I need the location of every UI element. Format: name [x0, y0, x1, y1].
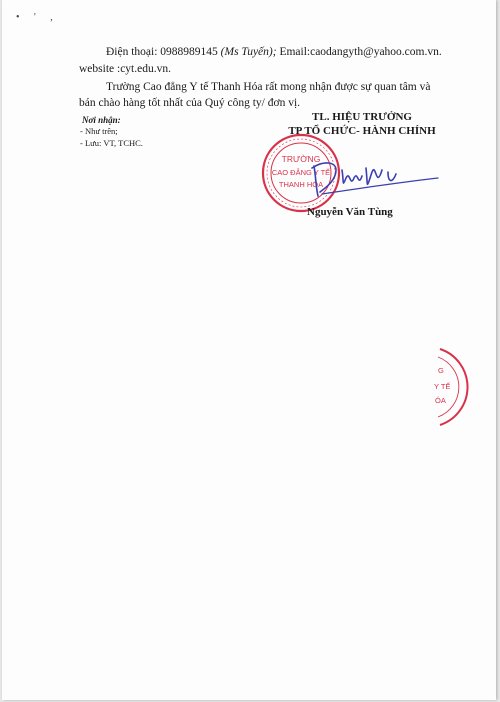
- scan-marks: • ' ,: [16, 12, 59, 23]
- signer-name: Nguyễn Văn Tùng: [307, 206, 393, 218]
- document-page: [2, 0, 496, 700]
- seal-text-3: THANH HÓA: [278, 180, 324, 189]
- partial-seal-text-3: ÓA: [435, 396, 446, 405]
- contact-email: Email:caodangyth@yahoo.com.vn.: [276, 46, 442, 58]
- partial-seal-text-2: Y TẾ: [434, 382, 451, 391]
- body-line-2: bán chào hàng tốt nhất của Quý công ty/ đơn vị.: [79, 97, 301, 109]
- seal-text-1: TRƯỜNG: [281, 154, 321, 164]
- partial-seal-text-1: G: [438, 366, 444, 375]
- recipients-title: Nơi nhận:: [82, 115, 121, 125]
- phone-person: (Ms Tuyến);: [220, 46, 277, 58]
- signature-title: TL. HIỆU TRƯỞNG: [312, 111, 412, 123]
- seal-text-2: CAO ĐẲNG Y TẾ: [271, 168, 331, 177]
- contact-phone-line: [106, 46, 442, 58]
- phone-number: Điện thoại: 0988989145: [106, 46, 221, 58]
- partial-seal: [426, 343, 496, 431]
- recipient-item: - Lưu: VT, TCHC.: [80, 138, 143, 148]
- recipient-item: - Như trên;: [80, 126, 118, 136]
- body-line-1: Trường Cao đẳng Y tế Thanh Hóa rất mong nhận được sự quan tâm và: [106, 81, 431, 93]
- contact-website: website :cyt.edu.vn.: [79, 63, 171, 75]
- handwritten-signature: [292, 148, 442, 213]
- signature-department: TP TỔ CHỨC- HÀNH CHÍNH: [288, 125, 436, 137]
